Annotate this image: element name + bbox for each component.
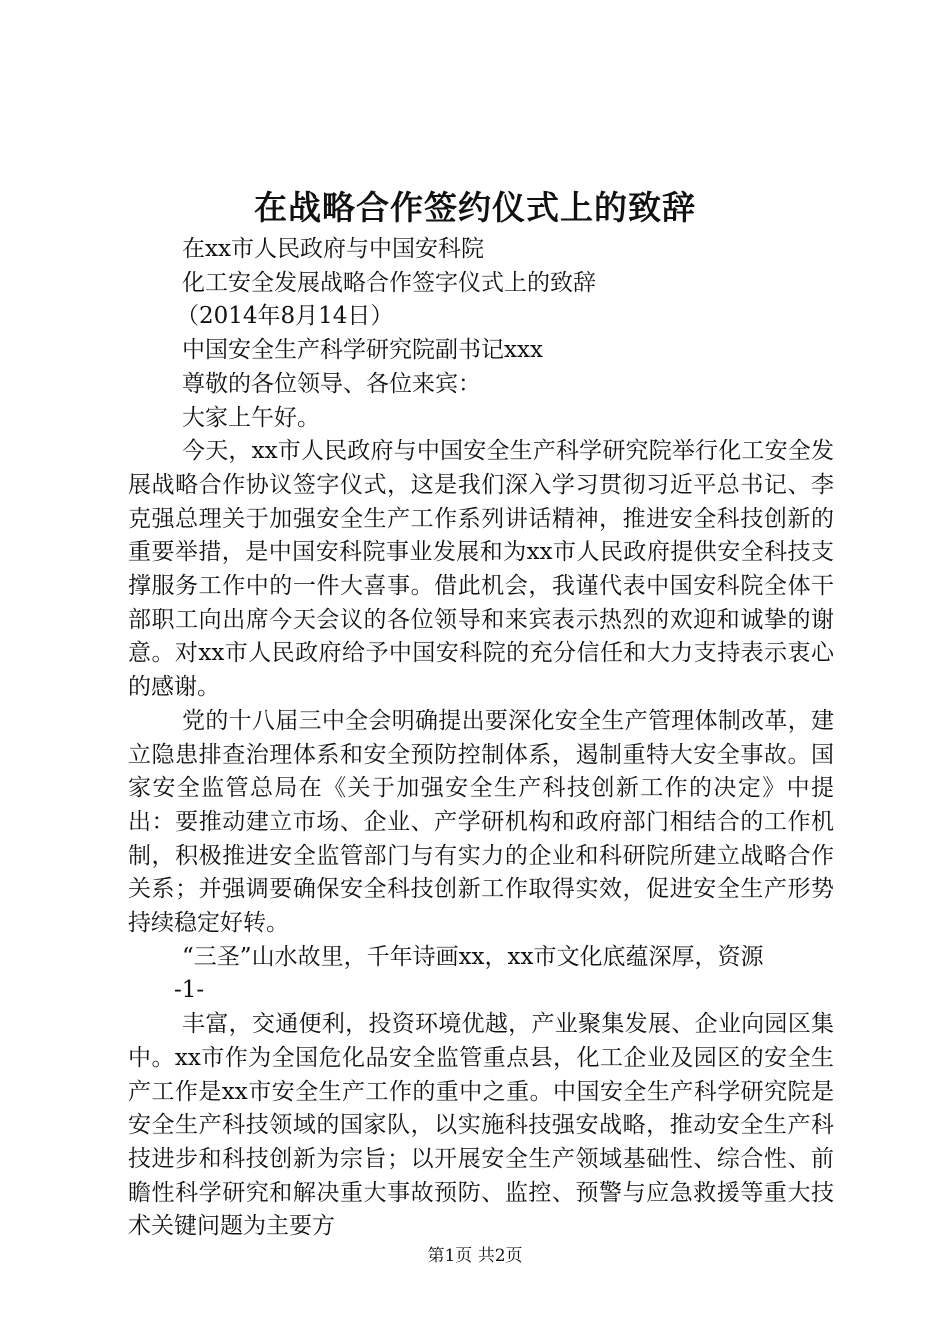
header-line-speaker: 中国安全生产科学研究院副书记xxx [182, 337, 543, 364]
header-line-occasion: 化工安全发展战略合作签字仪式上的致辞 [182, 269, 596, 296]
page-footer: 第1页 共2页 [427, 1246, 523, 1266]
greeting: 大家上午好。 [182, 404, 320, 431]
paragraph-3: “三圣”山水故里，千年诗画xx，xx市文化底蕴深厚，资源 [182, 943, 764, 970]
document-body [128, 233, 834, 1244]
salutation: 尊敬的各位领导、各位来宾： [182, 370, 481, 397]
header-line-venue: 在xx市人民政府与中国安科院 [182, 236, 484, 262]
paragraph-4: 丰富，交通便利，投资环境优越，产业聚集发展、企业向园区集中。xx市作为全国危化品安全监管重点县，化工企业及园区的安全生产工作是xx市安全生产工作的重中之重。中国安全生产科学研究院是安全生产科技领域的国家队，以实施科技强安战略，推动安全生产科技进步和科技创新为宗旨；以开展安全生产领域基础性、综合性、前瞻性科学研究和解决重大事故预防、监控、预警与应急救援等重大技术关键问题为主要方 [128, 1011, 834, 1240]
paragraph-1: 今天，xx市人民政府与中国安全生产科学研究院举行化工安全发展战略合作协议签字仪式，这是我们深入学习贯彻习近平总书记、李克强总理关于加强安全生产工作系列讲话精神，推进安全科技创新的重要举措，是中国安科院事业发展和为xx市人民政府提供安全科技支撑服务工作中的一件大喜事。借此机会，我谨代表中国安科院全体干部职工向出席今天会议的各位领导和来宾表示热烈的欢迎和诚挚的谢意。对xx市人民政府给予中国安科院的充分信任和大力支持表示衷心的感谢。 [128, 438, 834, 701]
paragraph-2: 党的十八届三中全会明确提出要深化安全生产管理体制改革，建立隐患排查治理体系和安全预防控制体系，遏制重特大安全事故。国家安全监管总局在《关于加强安全生产科技创新工作的决定》中提出：要推动建立市场、企业、产学研机构和政府部门相结合的工作机制，积极推进安全监管部门与有实力的企业和科研院所建立战略合作关系；并强调要确保安全科技创新工作取得实效，促进安全生产形势持续稳定好转。 [128, 707, 834, 937]
document-title: 在战略合作签约仪式上的致辞 [254, 188, 696, 227]
header-line-date: （2014年8月14日） [176, 303, 394, 330]
inline-page-number: -1- [174, 977, 205, 1004]
